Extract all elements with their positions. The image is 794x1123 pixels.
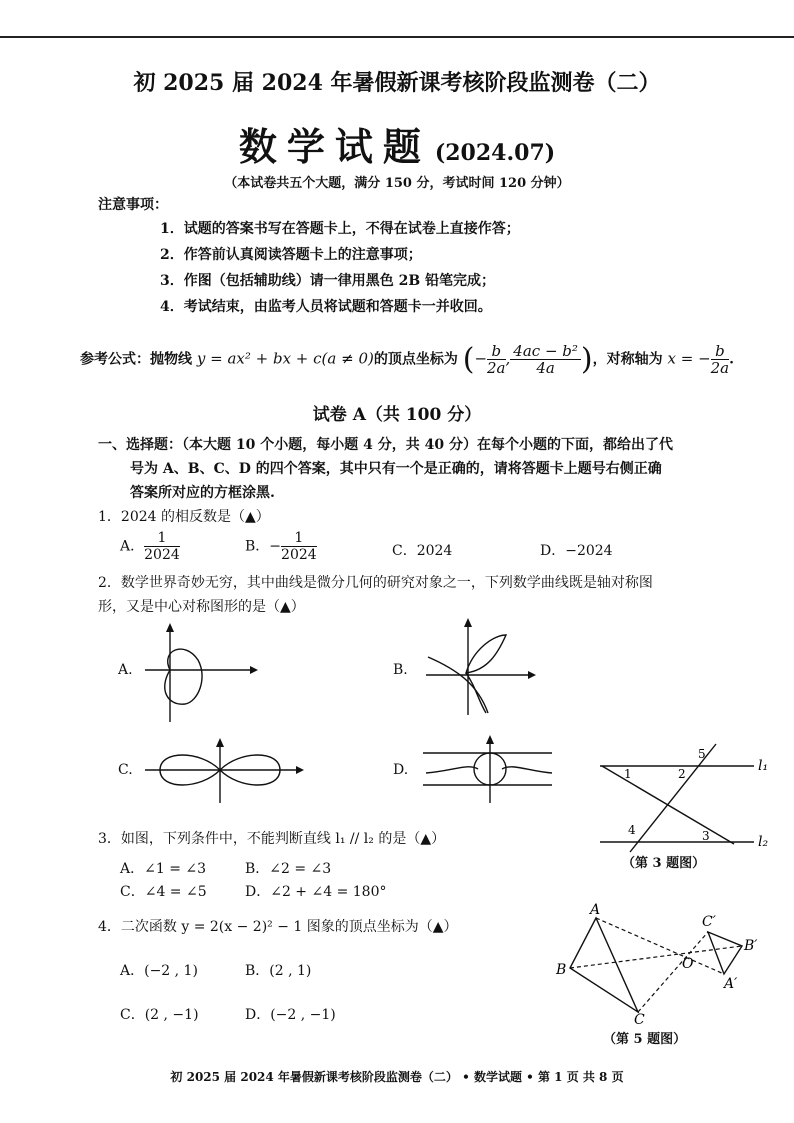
- option-c-label: C.: [118, 762, 133, 778]
- question-5-figure: [548, 900, 778, 1025]
- angle-3-label: 3: [702, 829, 710, 843]
- question-2-stem-line1: 2．数学世界奇妙无穷，其中曲线是微分几何的研究对象之一，下列数学曲线既是轴对称图: [98, 575, 653, 591]
- option-c: C．∠4 = ∠5: [120, 884, 207, 900]
- question-3-stem: 3．如图，下列条件中，不能判断直线 l₁ // l₂ 的是（▲）: [98, 831, 446, 847]
- notice-heading: 注意事项：: [98, 197, 168, 213]
- question-3-figure: [594, 742, 784, 860]
- fraction: $\frac{\text{4ac − b²}}{4a}$: [510, 343, 581, 376]
- fraction: $\frac{b}{2a}$: [487, 342, 506, 377]
- page-footer: 初 2025 届 2024 年暑假新课考核阶段监测卷（二） • 数学试题 • 第 1 页 共 8 页: [170, 1070, 624, 1084]
- answer-mark: ▲: [245, 509, 256, 525]
- angle-4-label: 4: [628, 823, 636, 837]
- option-a: A．(−2 , 1): [120, 963, 198, 979]
- option-d-label: D.: [393, 762, 409, 778]
- notice-item: 1．试题的答案书写在答题卡上，不得在试卷上直接作答；: [160, 221, 520, 237]
- option-b: B．− $\frac{1}{2024}$: [245, 530, 317, 563]
- question-4-stem: 4．二次函数 y = 2(x − 2)² − 1 图象的顶点坐标为（▲）: [98, 919, 458, 935]
- point-c-prime-label: C′: [702, 914, 716, 930]
- option-c: C．(2 , −1): [120, 1007, 199, 1023]
- angle-2-label: 2: [678, 767, 686, 781]
- question-5-figure-caption: （第 5 题图）: [603, 1032, 687, 1047]
- curve-b-figure: [418, 615, 538, 720]
- formula-text: 抛物线: [150, 351, 192, 368]
- answer-mark: ▲: [280, 599, 291, 615]
- section-instructions: 一、选择题：（本大题 10 个小题，每小题 4 分，共 40 分）在每个小题的下面，都给出了代: [98, 437, 673, 453]
- option-c: C．2024: [392, 543, 453, 559]
- option-a-label: A.: [118, 662, 133, 678]
- point-a-prime-label: A′: [724, 976, 738, 992]
- option-b: B．(2 , 1): [245, 963, 312, 979]
- point-a-label: A: [590, 902, 601, 918]
- option-a: A．∠1 = ∠3: [120, 861, 207, 877]
- question-3-figure-caption: （第 3 题图）: [622, 856, 706, 871]
- point-b-label: B: [556, 962, 567, 978]
- section-instructions: 号为 A、B、C、D 的四个答案，其中只有一个是正确的，请将答题卡上题号右侧正确: [130, 461, 662, 477]
- subject-title: [0, 116, 794, 171]
- option-b: B．∠2 = ∠3: [245, 861, 332, 877]
- angle-5-label: 5: [698, 747, 706, 761]
- exam-date: (2024.07): [434, 140, 556, 166]
- point-c-label: C: [634, 1012, 645, 1025]
- top-rule: [0, 36, 794, 38]
- option-d: D．(−2 , −1): [245, 1007, 336, 1023]
- angle-1-label: 1: [624, 767, 632, 781]
- option-d: D．∠2 + ∠4 = 180°: [245, 884, 387, 900]
- formula-text: 的顶点坐标为: [373, 351, 458, 368]
- reference-formula: 参考公式：抛物线 y = ax² + bx + c(a ≠ 0)的顶点坐标为 (− $\frac{b}{2a}$ , $\frac{\text{4ac − b²}}{4a}$ )，对称轴为 x = − $\frac{b}{2a}$ .: [80, 342, 735, 377]
- point-o-label: O: [682, 956, 694, 972]
- curve-c-figure: [140, 735, 310, 805]
- answer-mark: ▲: [432, 919, 444, 935]
- formula-label: 参考公式：: [80, 351, 150, 368]
- option-d: D．−2024: [540, 543, 613, 559]
- part-a-title: 试卷 A（共 100 分）: [312, 405, 482, 425]
- axis-expression: x = −: [667, 349, 711, 368]
- answer-mark: ▲: [420, 831, 432, 847]
- curve-a-figure: [140, 620, 260, 725]
- exam-title: 初 2025 届 2024 年暑假新课考核阶段监测卷（二）: [133, 70, 661, 96]
- subject-name: 数学试题: [238, 124, 431, 169]
- l2-label: l₂: [758, 834, 769, 850]
- option-a: A． $\frac{1}{2024}$: [120, 530, 180, 563]
- curve-d-figure: [418, 733, 558, 805]
- question-1-stem: 1．2024 的相反数是（▲）: [98, 509, 270, 525]
- exam-note: （本试卷共五个大题，满分 150 分，考试时间 120 分钟）: [224, 176, 570, 191]
- fraction: $\frac{b}{2a}$: [710, 342, 730, 377]
- parabola-expression: y = ax² + bx + c(a ≠ 0): [196, 349, 374, 368]
- question-2-stem-line2: 形，又是中心对称图形的是（▲）: [98, 599, 305, 615]
- section-instructions: 答案所对应的方框涂黑.: [130, 485, 275, 501]
- formula-text: ，对称轴为: [592, 351, 663, 368]
- l1-label: l₁: [758, 758, 769, 774]
- option-b-label: B.: [393, 662, 408, 678]
- notice-item: 4．考试结束，由监考人员将试题和答题卡一并收回。: [160, 299, 492, 315]
- notice-item: 3．作图（包括辅助线）请一律用黑色 2B 铅笔完成；: [160, 273, 496, 289]
- point-b-prime-label: B′: [744, 938, 758, 954]
- notice-item: 2．作答前认真阅读答题卡上的注意事项；: [160, 247, 422, 263]
